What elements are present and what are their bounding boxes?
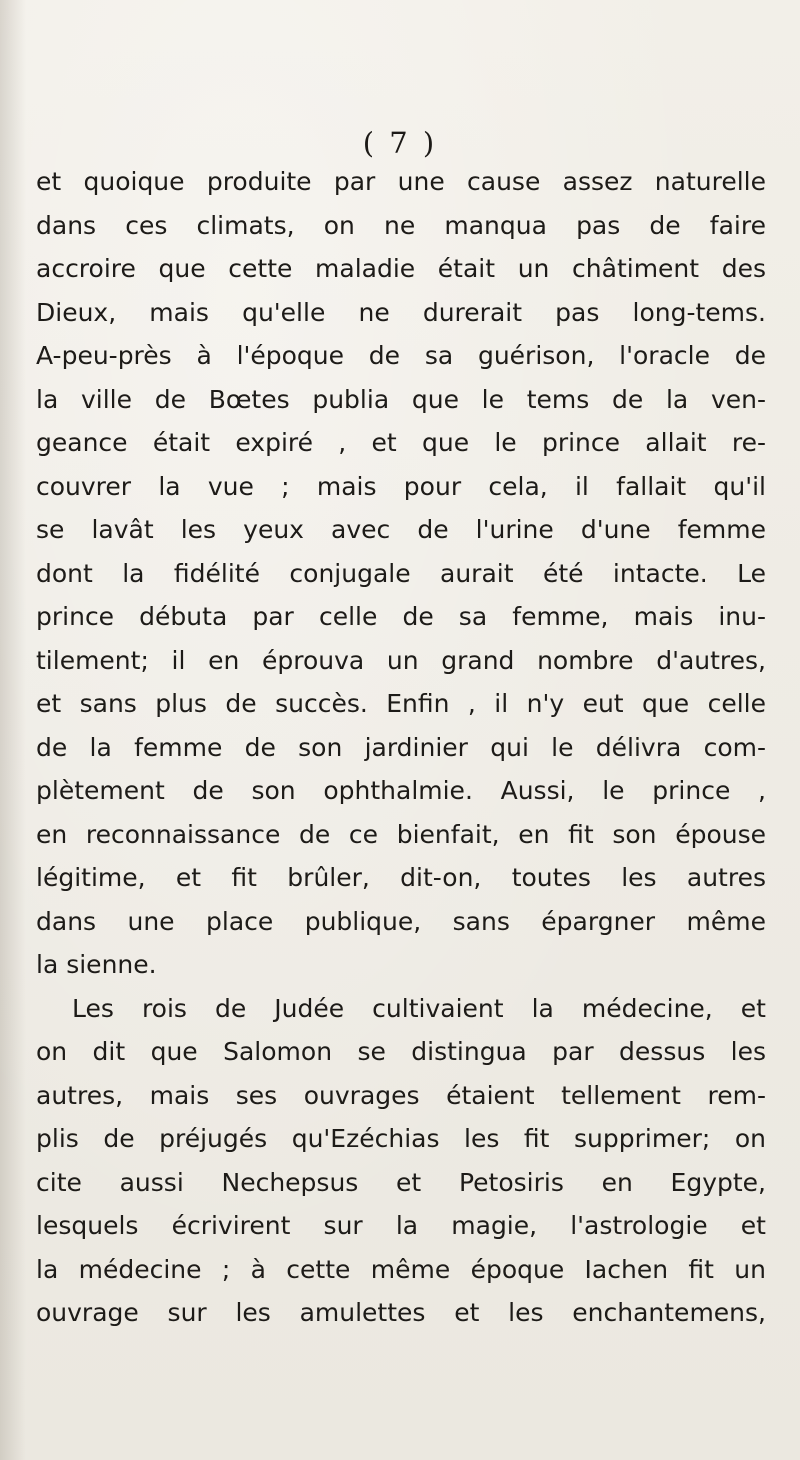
text-line: et quoique produite par une cause assez naturelle	[36, 167, 766, 196]
text-line: et sans plus de succès. Enfin , il n'y eut que celle	[36, 689, 766, 718]
text-line: autres, mais ses ouvrages étaient tellement rem-	[36, 1080, 766, 1110]
text-line: plis de préjugés qu'Ezéchias les fit supprimer; on	[36, 1124, 766, 1153]
text-line: la médecine ; à cette même époque Iachen fit un	[36, 1254, 766, 1284]
text-line: accroire que cette maladie était un châtiment des	[36, 254, 766, 283]
text-line: geance était expiré , et que le prince allait re-	[36, 428, 766, 457]
text-line: cite aussi Nechepsus et Petosiris en Egypte,	[36, 1167, 766, 1197]
text-line: en reconnaissance de ce bienfait, en fit son épouse	[36, 819, 766, 849]
paragraph-start-line: Les rois de Judée cultivaient la médecine, et	[72, 993, 766, 1023]
text-line: de la femme de son jardinier qui le délivra com-	[36, 732, 766, 762]
text-line: Dieux, mais qu'elle ne durerait pas long-tems.	[36, 297, 766, 327]
text-line: dans ces climats, on ne manqua pas de faire	[36, 210, 766, 240]
text-line: dans une place publique, sans épargner même	[36, 906, 766, 936]
text-line: couvrer la vue ; mais pour cela, il fallait qu'il	[36, 471, 766, 501]
text-line: tilement; il en éprouva un grand nombre d'autres,	[36, 645, 766, 675]
text-line: la ville de Bœtes publia que le tems de la ven-	[36, 384, 766, 414]
text-line: on dit que Salomon se distingua par dessus les	[36, 1037, 766, 1066]
text-line: prince débuta par celle de sa femme, mais inu-	[36, 602, 766, 631]
text-line: se lavât les yeux avec de l'urine d'une femme	[36, 515, 766, 544]
text-line: dont la fidélité conjugale aurait été intacte. Le	[36, 558, 766, 588]
binding-shadow	[0, 0, 26, 1460]
text-line: A-peu-près à l'époque de sa guérison, l'oracle de	[36, 341, 766, 370]
text-line: plètement de son ophthalmie. Aussi, le prince ,	[36, 776, 766, 805]
text-line: lesquels écrivirent sur la magie, l'astrologie et	[36, 1211, 766, 1240]
text-line: légitime, et fit brûler, dit-on, toutes les autres	[36, 863, 766, 892]
paragraph-end-line: la sienne.	[36, 950, 157, 979]
body-text	[36, 160, 766, 1335]
text-line: ouvrage sur les amulettes et les enchantemens,	[36, 1298, 766, 1327]
page-number: ( 7 )	[362, 126, 438, 160]
